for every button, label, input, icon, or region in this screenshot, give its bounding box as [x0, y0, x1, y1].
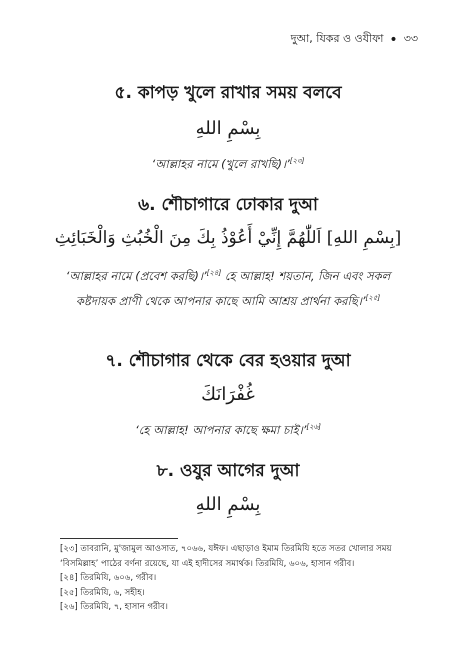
arabic-dua-8: بِسْمِ اللهِ — [195, 494, 261, 515]
running-header — [291, 30, 418, 49]
footnote-23: [২৩] তাবরানি, মু'জামুল আওসাত, ৭০৬৬, যঈফ। এছাড়াও ইমাম তিরমিযি হতে সতর খোলার সময় ‘বিসমিল্লাহ’ পাঠের বর্ণনা রয়েছে, যা এই হাদীসের সমার্থক। তিরমিযি, ৬০৬, হাসান গরীব। — [60, 544, 392, 569]
running-header-title: দুআ, যিকর ও ওযীফা — [290, 32, 384, 45]
header-bullet-icon: • — [389, 31, 398, 48]
page-number: ৩৩ — [403, 32, 418, 45]
section-title-6: ৬. শৌচাগারে ঢোকার দুআ — [138, 195, 318, 215]
arabic-dua-5: بِسْمِ اللهِ — [195, 118, 261, 139]
footnote-25: [২৫] তিরমিযি, ৬, সহীহ। — [60, 587, 145, 598]
translation-text-6a: ‘আল্লাহর নামে (প্রবেশ করছি)।’ — [65, 268, 207, 283]
footnote-26: [২৬] তিরমিযি, ৭, হাসান গরীব। — [60, 602, 168, 612]
translation-text-7: ‘হে আল্লাহ! আপনার কাছে ক্ষমা চাই।’ — [135, 422, 307, 437]
footnotes — [60, 542, 410, 615]
section-title-5: ৫. কাপড় খুলে রাখার সময় বলবে — [114, 83, 342, 103]
section-title-8: ৮. ওযুর আগের দুআ — [156, 461, 300, 481]
translation-6 — [60, 262, 396, 312]
translation-7 — [60, 416, 396, 441]
arabic-dua-6: [بِسْمِ اللهِ] اَللّٰهُمَّ إِنِّيْ أَعُوْذُ بِكَ مِنَ الْخُبُثِ وَالْخَبَائِثِ — [54, 228, 402, 248]
section-title-7: ৭. শৌচাগার থেকে বের হওয়ার দুআ — [105, 351, 351, 371]
footnote-ref-23: [২৩] — [289, 157, 305, 165]
footnote-24: [২৪] তিরমিযি, ৬০৬, গরীব। — [60, 573, 157, 583]
translation-text-5: ‘আল্লাহর নামে (খুলে রাখছি)।’ — [151, 156, 290, 171]
translation-5 — [60, 150, 396, 175]
footnote-ref-24: [২৪] — [206, 269, 222, 277]
footnote-divider — [60, 538, 178, 539]
arabic-dua-7: غُفْرَانَكَ — [201, 384, 255, 405]
translation-text-6b: হে আল্লাহ! শয়তান, জিন এবং সকল কষ্টদায়ক প্রাণী থেকে আপনার কাছে আমি আশ্রয় প্রার্থনা করছি।’ — [75, 268, 391, 308]
footnote-ref-25: [২৫] — [365, 293, 381, 302]
footnote-ref-26: [২৬] — [306, 423, 321, 431]
